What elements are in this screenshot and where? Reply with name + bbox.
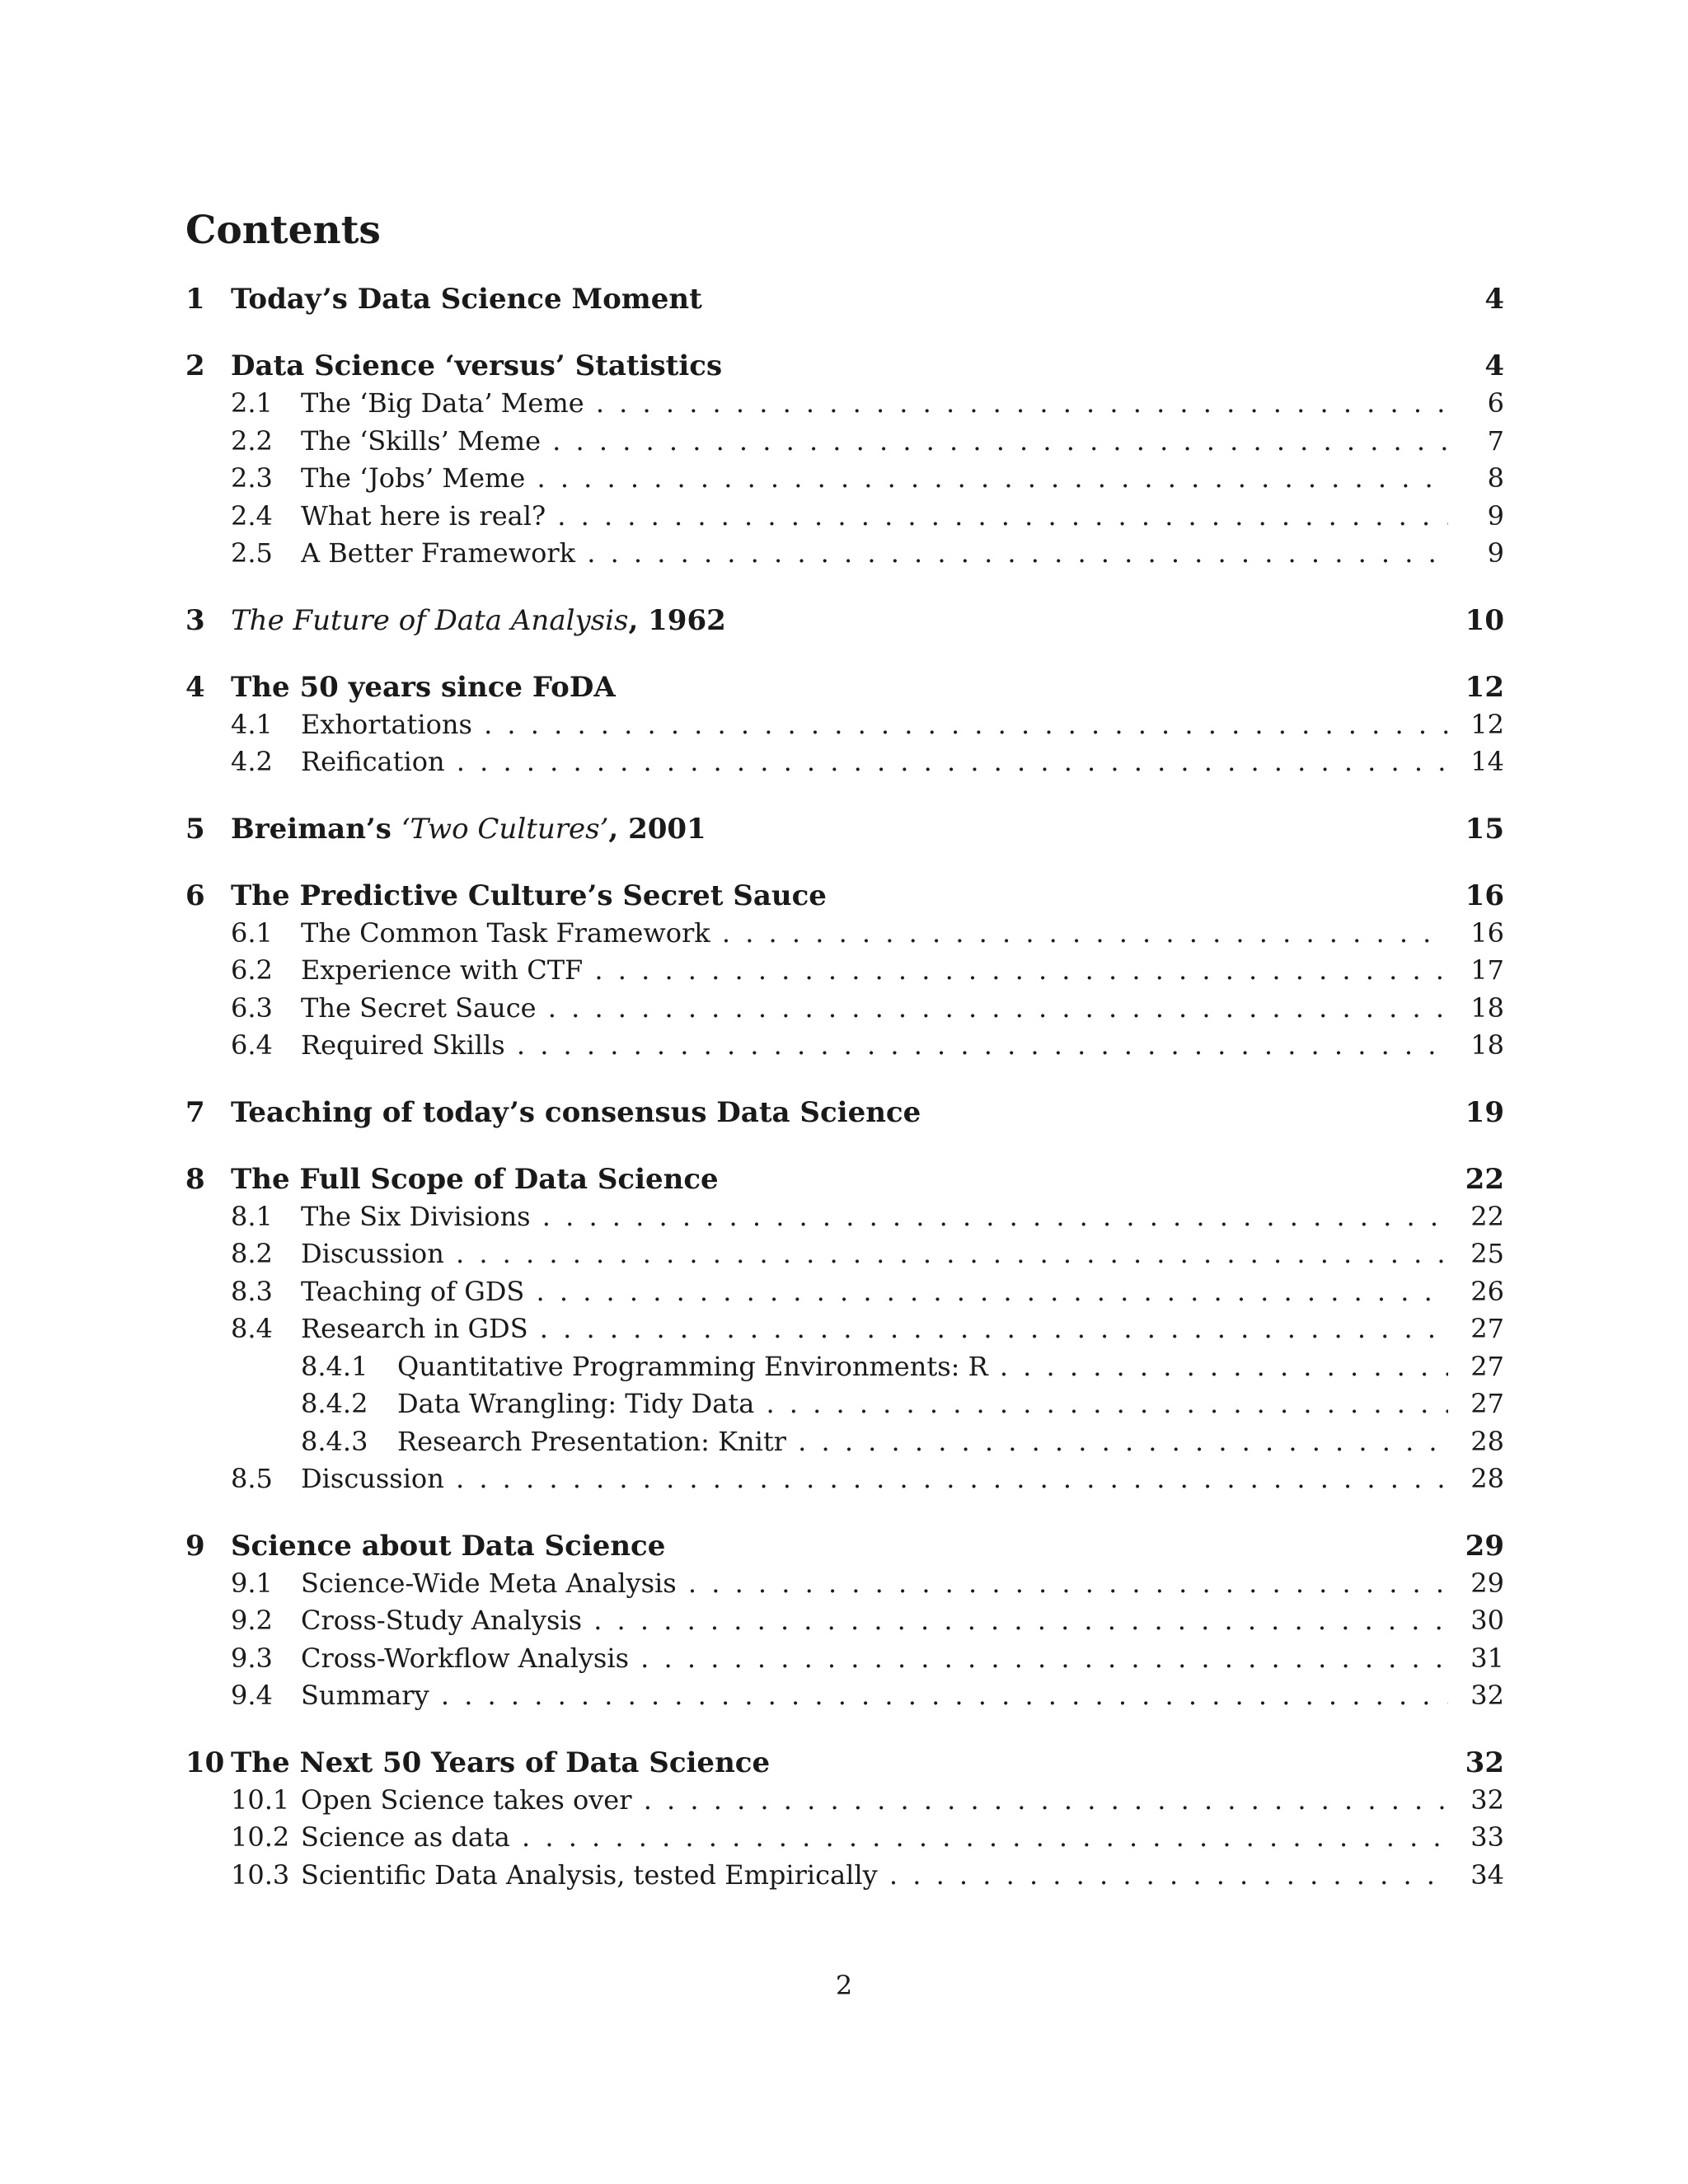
toc-subsection[interactable]: [185, 915, 1504, 953]
toc-title-rest: , 1962: [628, 603, 726, 637]
toc-number: 6.3: [231, 991, 273, 1024]
toc-page: 4: [1484, 283, 1504, 316]
toc-page: 27: [1470, 1313, 1504, 1344]
toc-subsection[interactable]: [185, 460, 1504, 498]
toc-title: Summary . . .: [301, 1677, 1448, 1715]
toc-page: 18: [1470, 1029, 1504, 1061]
toc-section[interactable]: [185, 602, 1504, 640]
toc-number: 4: [185, 670, 205, 704]
toc-title: Teaching of today’s consensus Data Science: [231, 1095, 921, 1129]
toc-title: Science as data . . .: [301, 1819, 1448, 1857]
toc-title: Open Science takes over . . .: [301, 1782, 1448, 1820]
toc-title: The Full Scope of Data Science: [231, 1162, 719, 1196]
toc-section[interactable]: [185, 810, 1504, 848]
toc-page: 32: [1470, 1783, 1504, 1816]
toc-number: 8.4: [231, 1313, 273, 1344]
toc-title: Data Wrangling: Tidy Data . . .: [397, 1385, 1448, 1423]
toc-number: 10.2: [231, 1821, 290, 1853]
toc-number: 9: [185, 1529, 205, 1563]
toc-title: Reification . . .: [301, 743, 1448, 781]
toc-title: The Predictive Culture’s Secret Sauce: [231, 879, 827, 912]
toc-number: 8.5: [231, 1463, 273, 1494]
toc-subsubsection[interactable]: [185, 1348, 1504, 1386]
toc-page: 34: [1470, 1858, 1504, 1891]
toc-section[interactable]: [185, 347, 1504, 385]
toc-title: A Better Framework . . .: [301, 535, 1448, 573]
toc-page: 14: [1470, 746, 1504, 777]
toc-page: 27: [1470, 1388, 1504, 1419]
toc-title: Research Presentation: Knitr . . .: [397, 1423, 1448, 1461]
toc-number: 8.2: [231, 1238, 273, 1269]
toc-title-pre: Breiman’s: [231, 812, 401, 846]
toc-title: Cross-Workflow Analysis . . .: [301, 1640, 1448, 1678]
toc-title-italic: ‘Two Cultures’: [401, 812, 609, 846]
toc-section[interactable]: [185, 1094, 1504, 1132]
toc-subsection[interactable]: [185, 743, 1504, 781]
toc-subsection[interactable]: [185, 1782, 1504, 1820]
toc-page: 22: [1465, 1162, 1504, 1196]
toc-title-italic: The Future of Data Analysis: [231, 603, 629, 637]
toc-subsection[interactable]: [185, 952, 1504, 990]
toc-title: [231, 602, 726, 640]
toc-number: 2.1: [231, 387, 273, 419]
toc-number: 9.1: [231, 1567, 273, 1599]
toc-number: 4.1: [231, 708, 273, 740]
toc-subsection[interactable]: [185, 1602, 1504, 1640]
toc-subsection[interactable]: [185, 1273, 1504, 1311]
toc-subsection[interactable]: [185, 706, 1504, 744]
toc-title: Scientific Data Analysis, tested Empirically . . .: [301, 1857, 1448, 1895]
toc-title: Research in GDS . . .: [301, 1310, 1448, 1348]
toc-page: 31: [1470, 1642, 1504, 1674]
toc-subsection[interactable]: [185, 1819, 1504, 1857]
toc-title: [231, 810, 706, 848]
toc-page: 16: [1470, 916, 1504, 949]
toc-title: Exhortations . . .: [301, 706, 1448, 744]
toc-page: 29: [1470, 1567, 1504, 1599]
toc-number: 8.4.1: [301, 1350, 368, 1382]
toc-number: 8.4.2: [301, 1388, 368, 1419]
toc-title: Science-Wide Meta Analysis . . .: [301, 1565, 1448, 1603]
toc-page: 27: [1470, 1350, 1504, 1382]
toc-number: 5: [185, 812, 205, 846]
toc-subsubsection[interactable]: [185, 1423, 1504, 1461]
toc-page: 8: [1487, 462, 1504, 494]
toc-number: 8.1: [231, 1200, 273, 1232]
toc-page: 16: [1465, 879, 1504, 912]
toc-page: 15: [1465, 812, 1504, 846]
toc-page: 32: [1465, 1746, 1504, 1779]
toc-subsection[interactable]: [185, 1857, 1504, 1895]
toc-title: Data Science ‘versus’ Statistics: [231, 349, 723, 382]
toc-page: 28: [1470, 1463, 1504, 1494]
toc-subsection[interactable]: [185, 1677, 1504, 1715]
toc-section[interactable]: [185, 1744, 1504, 1782]
toc-subsection[interactable]: [185, 535, 1504, 573]
toc-subsection[interactable]: [185, 385, 1504, 423]
toc-subsection[interactable]: [185, 1310, 1504, 1348]
toc-number: 4.2: [231, 746, 273, 777]
toc-number: 8: [185, 1162, 205, 1196]
toc-number: 6.2: [231, 954, 273, 986]
toc-title-rest: , 2001: [608, 812, 706, 846]
toc-subsection[interactable]: [185, 990, 1504, 1028]
toc-section[interactable]: [185, 280, 1504, 318]
toc-page: 6: [1487, 387, 1504, 419]
toc-subsection[interactable]: [185, 1235, 1504, 1273]
toc-number: 3: [185, 603, 205, 637]
toc-page: 12: [1470, 708, 1504, 740]
toc-page: 26: [1470, 1275, 1504, 1307]
toc-number: 10: [185, 1746, 225, 1779]
toc-subsection[interactable]: [185, 1027, 1504, 1065]
toc-page: 7: [1487, 424, 1504, 457]
toc-title: Discussion . . .: [301, 1460, 1448, 1498]
toc-number: 10.3: [231, 1858, 290, 1891]
toc-page: 4: [1484, 349, 1504, 382]
toc-title: Discussion . . .: [301, 1235, 1448, 1273]
toc-title: Quantitative Programming Environments: R . . .: [397, 1348, 1448, 1386]
toc-title: The ‘Skills’ Meme . . .: [301, 423, 1448, 461]
toc-page: 9: [1487, 499, 1504, 532]
toc-section[interactable]: [185, 668, 1504, 706]
toc-page: 29: [1465, 1529, 1504, 1563]
toc-subsection[interactable]: [185, 1460, 1504, 1498]
toc-number: 2.2: [231, 424, 273, 457]
toc-title: Cross-Study Analysis . . .: [301, 1602, 1448, 1640]
toc-title: The ‘Big Data’ Meme . . .: [301, 385, 1448, 423]
toc-page: 18: [1470, 991, 1504, 1024]
toc-page: 33: [1470, 1821, 1504, 1853]
page-number: 2: [835, 1970, 853, 2001]
contents-heading: Contents: [185, 208, 381, 253]
toc-title: Required Skills . . .: [301, 1027, 1448, 1065]
toc-number: 10.1: [231, 1783, 290, 1816]
toc-number: 9.4: [231, 1680, 273, 1711]
toc-number: 2.4: [231, 499, 273, 532]
toc-title: Experience with CTF . . .: [301, 952, 1448, 990]
toc-subsection[interactable]: [185, 498, 1504, 536]
toc-title: The ‘Jobs’ Meme . . .: [301, 460, 1448, 498]
toc-page: 9: [1487, 537, 1504, 569]
toc-section[interactable]: [185, 1527, 1504, 1565]
toc-number: 9.2: [231, 1605, 273, 1636]
toc-title: The Common Task Framework . . .: [301, 915, 1448, 953]
toc-title: Science about Data Science: [231, 1529, 666, 1563]
toc-number: 1: [185, 283, 205, 316]
toc-number: 6.4: [231, 1029, 273, 1061]
toc-number: 7: [185, 1095, 205, 1129]
toc-title: What here is real? . . .: [301, 498, 1448, 536]
toc-subsection[interactable]: [185, 423, 1504, 461]
toc-page: 32: [1470, 1680, 1504, 1711]
toc-subsubsection[interactable]: [185, 1385, 1504, 1423]
toc-number: 6.1: [231, 916, 273, 949]
toc-number: 8.3: [231, 1275, 273, 1307]
toc-title: Today’s Data Science Moment: [231, 283, 702, 316]
toc-section[interactable]: [185, 1160, 1504, 1198]
table-of-contents: [185, 280, 1504, 1894]
toc-number: 2.5: [231, 537, 273, 569]
toc-title: The Six Divisions . . .: [301, 1198, 1448, 1236]
toc-number: 8.4.3: [301, 1425, 368, 1457]
toc-title: The Next 50 Years of Data Science: [231, 1746, 771, 1779]
toc-number: 2: [185, 349, 205, 382]
toc-page: 28: [1470, 1425, 1504, 1457]
toc-page: 10: [1465, 603, 1504, 637]
toc-section[interactable]: [185, 877, 1504, 915]
toc-title: The Secret Sauce . . .: [301, 990, 1448, 1028]
toc-subsection[interactable]: [185, 1640, 1504, 1678]
toc-subsection[interactable]: [185, 1565, 1504, 1603]
toc-subsection[interactable]: [185, 1198, 1504, 1236]
toc-page: 22: [1470, 1200, 1504, 1232]
toc-title: The 50 years since FoDA: [231, 670, 616, 704]
toc-page: 12: [1465, 670, 1504, 704]
toc-number: 6: [185, 879, 205, 912]
toc-number: 9.3: [231, 1642, 273, 1674]
toc-title: Teaching of GDS . . .: [301, 1273, 1448, 1311]
toc-number: 2.3: [231, 462, 273, 494]
toc-page: 17: [1470, 954, 1504, 986]
toc-page: 30: [1470, 1605, 1504, 1636]
toc-page: 19: [1465, 1095, 1504, 1129]
toc-page: 25: [1470, 1238, 1504, 1269]
